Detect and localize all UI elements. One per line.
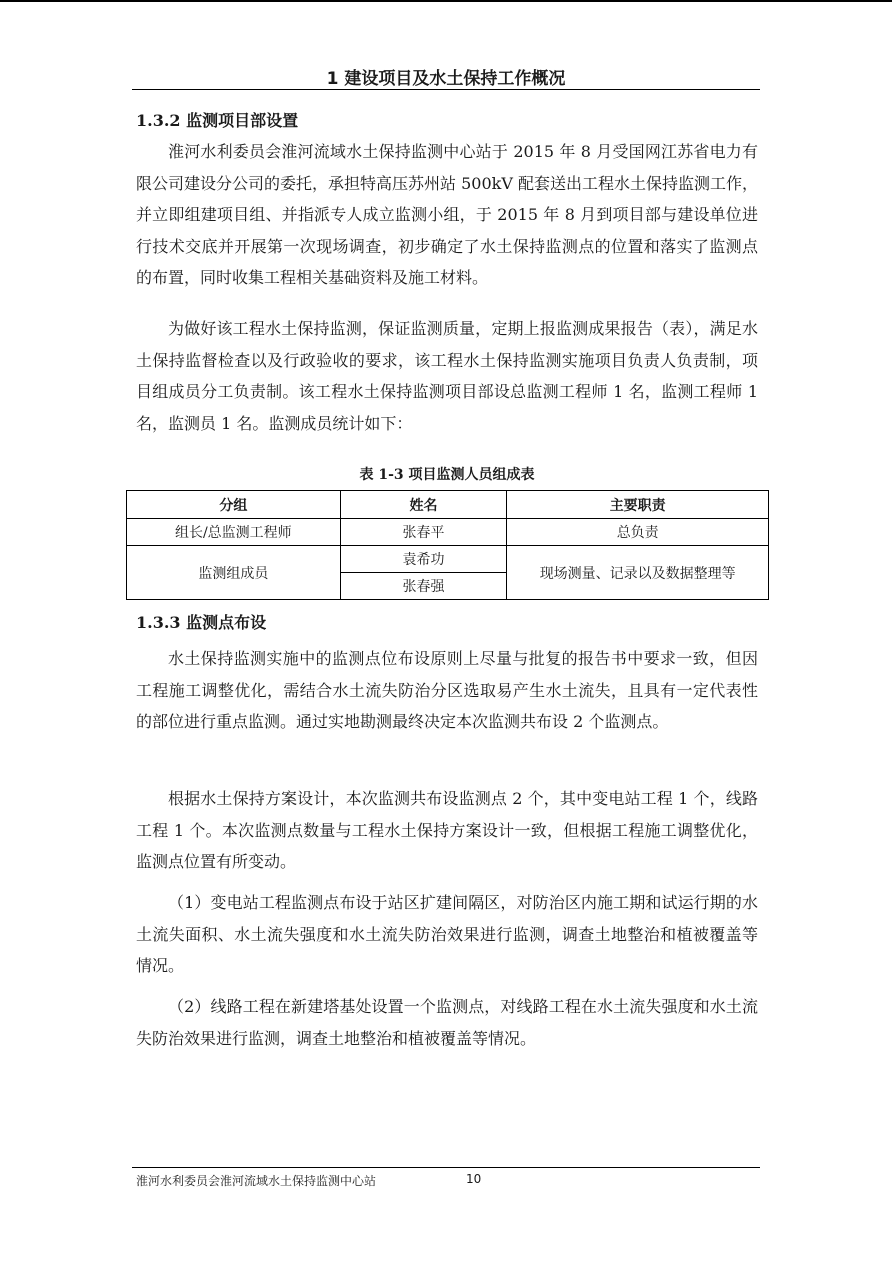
paragraph-substation-point: （1）变电站工程监测点布设于站区扩建间隔区，对防治区内施工期和试运行期的水土流失面积、水土流失强度和水土流失防治效果进行监测，调查土地整治和植被覆盖等情况。	[136, 893, 758, 975]
paragraph-monitoring-setup: 淮河水利委员会淮河流域水土保持监测中心站于 2015 年 8 月受国网江苏省电力有限公司建设分公司的委托，承担特高压苏州站 500kV 配套送出工程水土保持监测工作，并立即组建项目组、并指派专人成立监测小组，于 2015 年 8 月到项目部与建设单位进行技术交底并开展第一次现场调查，初步确定了水土保持监测点的位置和落实了监测点的布置，同时收集工程相关基础资料及施工材料。	[136, 142, 758, 287]
paragraph-point-count: 根据水土保持方案设计，本次监测共布设监测点 2 个，其中变电站工程 1 个，线路工程 1 个。本次监测点数量与工程水土保持方案设计一致，但根据工程施工调整优化，监测点位置有所变动。	[136, 789, 758, 871]
table-cell-duty: 现场测量、记录以及数据整理等	[507, 546, 769, 600]
table-cell-name: 张春平	[340, 519, 507, 546]
table-cell-group: 监测组成员	[127, 546, 341, 600]
column-header-group: 分组	[127, 491, 341, 519]
top-border-line	[0, 0, 892, 2]
footer-divider	[132, 1167, 760, 1168]
table-cell-duty: 总负责	[507, 519, 769, 546]
chapter-header-title: 1 建设项目及水土保持工作概况	[326, 69, 566, 89]
column-header-name: 姓名	[340, 491, 507, 519]
header-divider	[132, 89, 760, 90]
paragraph-point-principle: 水土保持监测实施中的监测点位布设原则上尽量与批复的报告书中要求一致，但因工程施工调整优化，需结合水土流失防治分区选取易产生水土流失，且具有一定代表性的部位进行重点监测。通过实地勘测最终决定本次监测共布设 2 个监测点。	[136, 649, 758, 731]
table-caption: 表 1-3 项目监测人员组成表	[359, 467, 535, 483]
table-header-row	[127, 491, 769, 519]
personnel-table	[126, 490, 769, 600]
table-row	[127, 546, 769, 573]
section-heading-1-3-3: 1.3.3 监测点布设	[136, 613, 267, 632]
page-number: 10	[466, 1172, 482, 1186]
table-cell-name: 袁希功	[340, 546, 507, 573]
paragraph-line-point: （2）线路工程在新建塔基处设置一个监测点，对线路工程在水土流失强度和水土流失防治效果进行监测，调查土地整治和植被覆盖等情况。	[136, 997, 758, 1048]
table-cell-group: 组长/总监测工程师	[127, 519, 341, 546]
table-row	[127, 519, 769, 546]
table-cell-name: 张春强	[340, 573, 507, 600]
footer-organization: 淮河水利委员会淮河流域水土保持监测中心站	[136, 1174, 377, 1188]
column-header-duty: 主要职责	[507, 491, 769, 519]
paragraph-monitoring-team: 为做好该工程水土保持监测，保证监测质量，定期上报监测成果报告（表），满足水土保持监督检查以及行政验收的要求，该工程水土保持监测实施项目负责人负责制，项目组成员分工负责制。该工程水土保持监测项目部设总监测工程师 1 名，监测工程师 1 名，监测员 1 名。监测成员统计如下：	[136, 319, 758, 433]
section-heading-1-3-2: 1.3.2 监测项目部设置	[136, 111, 299, 130]
